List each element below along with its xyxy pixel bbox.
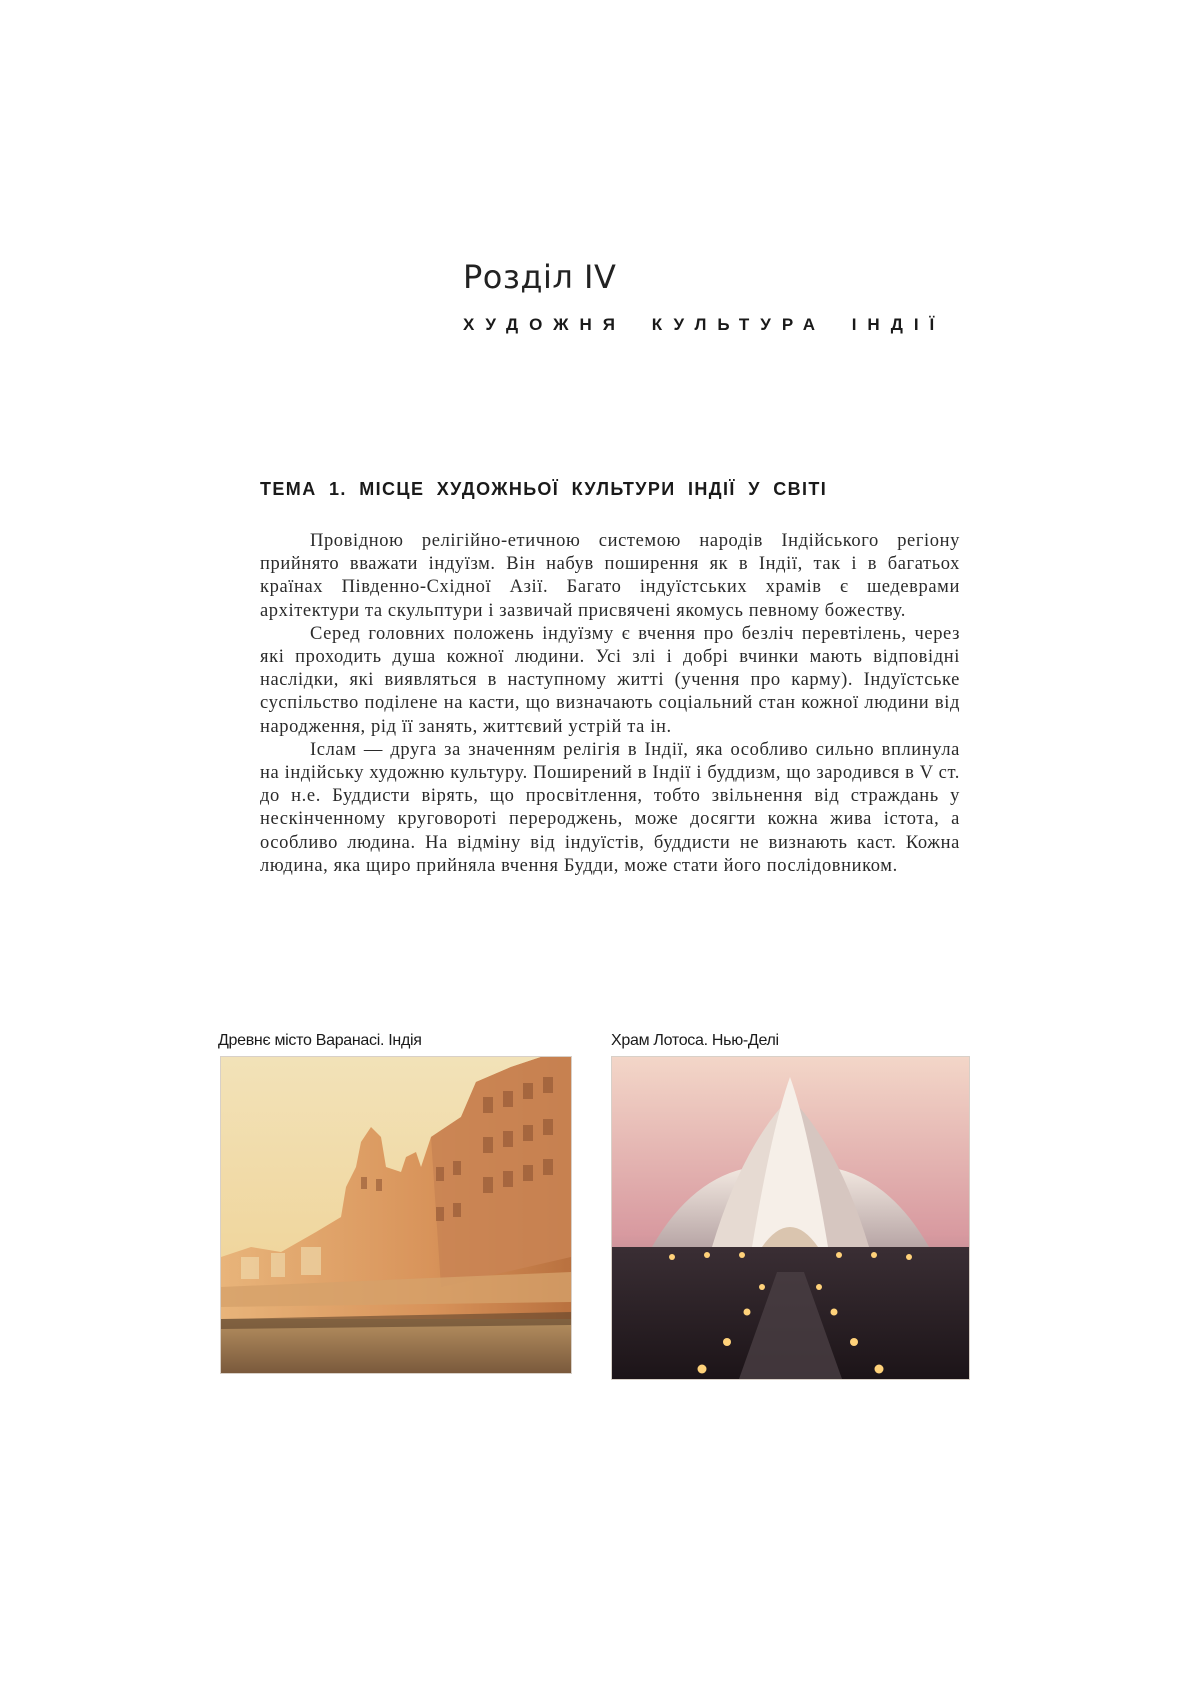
figure-caption-varanasi: Древнє місто Варанасі. Індія xyxy=(218,1032,422,1049)
paragraph-hinduism: Провідною релігійно-етичною системою народів Індійського регіону прийнято вважати індуїзм. Він набув поширення як в Індії, так і в багатьох країнах Південно-Східної Азії. Багато індуїстських храмів є шедеврами архітектури та скульптури і зазвичай присвячені якомусь певному божеству. xyxy=(260,531,960,621)
figure-caption-lotus-temple: Храм Лотоса. Нью-Делі xyxy=(611,1032,779,1049)
chapter-subtitle: ХУДОЖНЯ КУЛЬТУРА ІНДІЇ xyxy=(463,315,946,334)
paragraph-islam-buddhism: Іслам — друга за значенням релігія в Індії, яка особливо сильно вплинула на індійську художню культуру. Поширений в Індії і буддизм, що зародився в V ст. до н.е. Буддисти вірять, що просвітлення, тобто звільнення від страждань у нескінченному круговороті перероджень, може досягти кожна жива істота, а особливо людина. На відміну від індуїстів, буддисти не визнають каст. Кожна людина, яка щиро прийняла вчення Будди, може стати його послідовником. xyxy=(260,739,960,876)
chapter-title: Розділ IV xyxy=(463,258,617,296)
paragraph-reincarnation: Серед головних положень індуїзму є вчення про безліч перевтілень, через які проходить душа кожної людини. Усі злі і добрі вчинки мають відповідні наслідки, які виявляться в наступному житті (учення про карму). Індуїстське суспільство поділене на касти, що визначають соціальний стан кожної людини від народження, рід її занять, життєвий устрій та ін. xyxy=(260,623,960,737)
lotus-temple-photo xyxy=(611,1056,970,1380)
topic-title: ТЕМА 1. МІСЦЕ ХУДОЖНЬОЇ КУЛЬТУРИ ІНДІЇ У СВІТІ xyxy=(260,479,828,499)
body-text xyxy=(260,530,960,878)
varanasi-photo xyxy=(220,1056,572,1374)
